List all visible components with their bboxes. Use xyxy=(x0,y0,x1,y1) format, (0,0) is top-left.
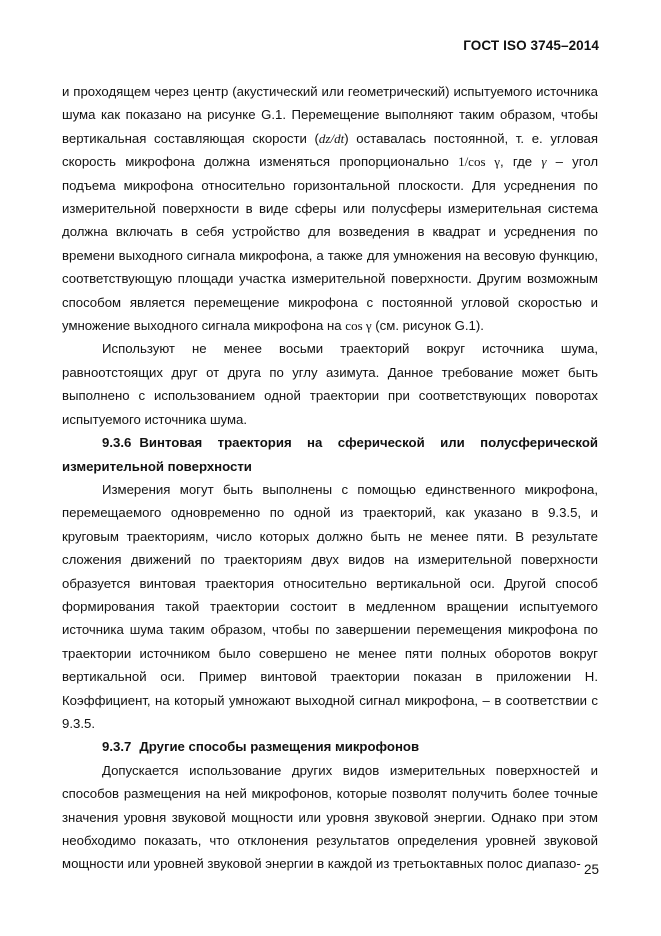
formula-velocity-ratio: dz/dt xyxy=(318,130,345,146)
paragraph-helical-path: Измерения могут быть выполнены с помощью единственного микрофона, перемещаемого одновременно по одной из траекторий, как указано в 9.3.5, и круговым траекториям, число которых должно быть не менее пяти. В результате сложения движений по траекториям двух видов на измерительной поверхности образуется винтовая траектория относительно вертикальной оси. Другой способ формирования такой траектории состоит в медленном вращении испытуемого источника шума таким образом, чтобы по завершении перемещения микрофона по траектории источником было совершено не менее пяти полных оборотов вокруг вертикальной оси. Пример винтовой траектории показан в приложении H. Коэффициент, на который умножают выходной сигнал микрофона, – в соответствии с 9.3.5. xyxy=(62,481,598,731)
document-body xyxy=(62,80,598,876)
page-number: 25 xyxy=(583,862,599,877)
paragraph-continuation: и проходящем через центр (акустический или геометрический) испытуемого источника шума как показано на рисунке G.1. Перемещение выполняют таким образом, чтобы вертикальная составляющая скорости (dz/dt) оставалась постоянной, т. е. угловая скорость микрофона должна изменяться пропорционально 1/cos γ, где γ – угол подъема микрофона относительно горизонтальной плоскости. Для усреднения по измерительной поверхности в виде сферы или полусферы измерительная система должна включать в себя устройство для возведения в квадрат и усреднения по времени выходного сигнала микрофона, а также для умножения на весовую функцию, соответствующую площади участка измерительной поверхности. Другим возможным способом является перемещение микрофона с постоянной угловой скоростью и умножение выходного сигнала микрофона на cos γ (см. рисунок G.1). xyxy=(62,84,599,334)
section-heading-9-3-6 xyxy=(62,431,598,478)
document-header: ГОСТ ISO 3745–2014 xyxy=(463,38,599,53)
paragraph-trajectories: Используют не менее восьми траекторий вокруг источника шума, равноотстоящих друг от друга по углу азимута. Данное требование может быть выполнено с использованием одной траектории при соответствующих поворотах испытуемого источника шума. xyxy=(62,341,598,427)
formula-cosine: cos γ xyxy=(345,318,372,334)
section-number: 9.3.7 xyxy=(102,739,132,755)
formula-reciprocal-cosine: 1/cos γ xyxy=(458,154,501,170)
section-title: Винтовая траектория на сферической или полусферической измерительной поверхности xyxy=(62,435,598,474)
section-heading-9-3-7 xyxy=(62,735,598,758)
formula-gamma: γ xyxy=(541,154,547,170)
section-title: Другие способы размещения микрофонов xyxy=(139,739,420,755)
section-number: 9.3.6 xyxy=(102,435,132,451)
paragraph-other-methods: Допускается использование других видов измерительных поверхностей и способов размещения на ней микрофонов, которые позволят получить более точные значения уровня звуковой мощности или уровня звуковой энергии. Однако при этом необходимо показать, что отклонения результатов определения уровней звуковой мощности или уровней звуковой энергии в каждой из третьоктавных полос диапазо- xyxy=(62,762,598,872)
